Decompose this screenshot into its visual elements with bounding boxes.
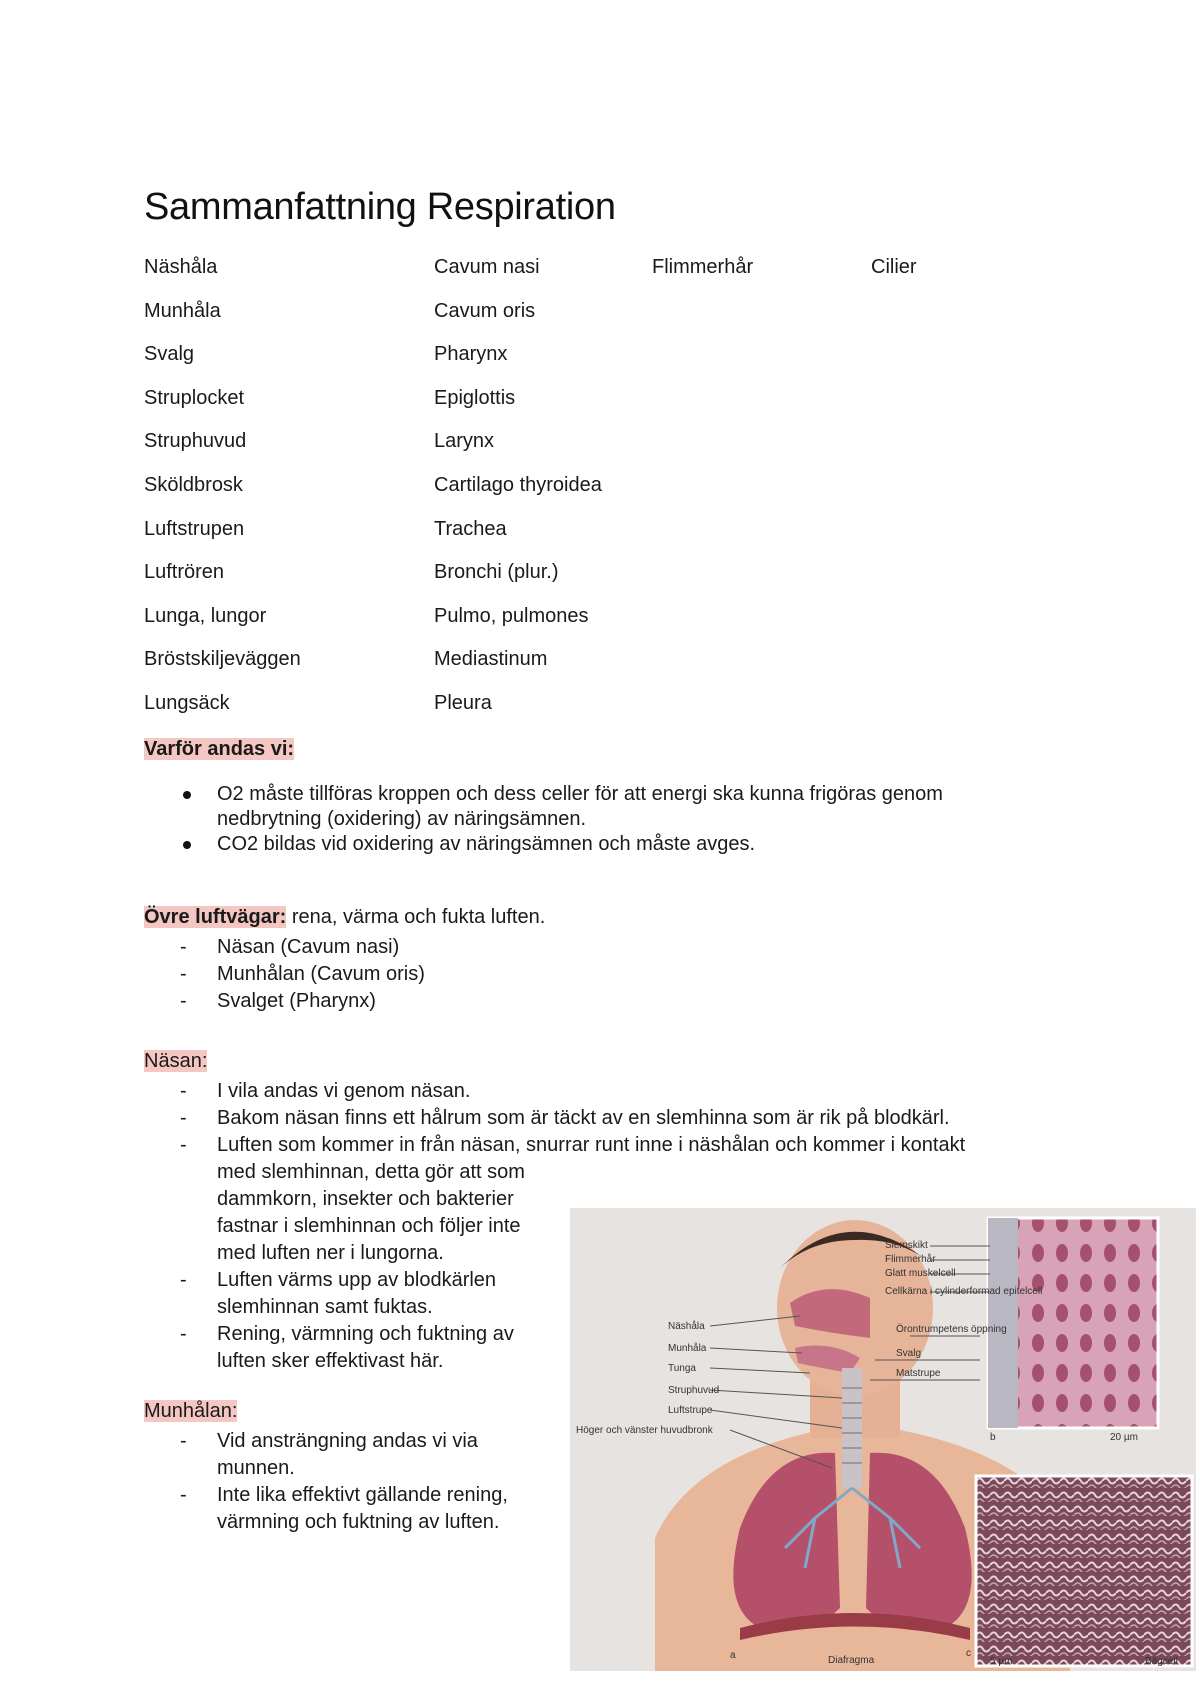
- dash-icon: -: [180, 1134, 187, 1156]
- bullet-icon: [183, 841, 191, 849]
- why-list: [144, 782, 1044, 857]
- glossary-swedish: Struplocket: [144, 386, 245, 409]
- glossary-swedish: Munhåla: [144, 299, 221, 322]
- glossary-swedish: Bröstskiljeväggen: [144, 648, 301, 671]
- label-tunga: Tunga: [668, 1363, 696, 1374]
- nose-heading: Näsan:: [144, 1050, 208, 1072]
- dash-icon: -: [180, 1107, 187, 1129]
- label-orontrumpet: Örontrumpetens öppning: [896, 1324, 1007, 1335]
- label-munhala: Munhåla: [668, 1343, 707, 1354]
- list-item-text: I vila andas vi genom näsan.: [217, 1080, 471, 1102]
- list-item-text: Rening, värmning och fuktning av luften sker effektivast här.: [217, 1323, 514, 1372]
- list-item: [144, 1428, 517, 1482]
- glossary-swedish: Luftrören: [144, 561, 225, 584]
- list-item-continuation: [144, 1159, 527, 1267]
- list-item: [144, 1321, 537, 1375]
- anatomy-illustration: [570, 1208, 1196, 1671]
- list-item: [144, 1482, 537, 1536]
- micrograph-cilia: [976, 1476, 1192, 1666]
- list-item-text: Bakom näsan finns ett hålrum som är täckt av en slemhinna som är rik på blodkärl.: [217, 1107, 950, 1129]
- dash-icon: -: [180, 1080, 187, 1102]
- glossary-row: [144, 300, 1044, 344]
- dash-icon: -: [180, 1484, 187, 1506]
- upper-heading-line: [144, 906, 545, 929]
- label-slemskikt: Slemskikt: [885, 1240, 928, 1251]
- dash-icon: -: [180, 1269, 187, 1291]
- list-item: [144, 961, 1044, 988]
- glossary-latin: Trachea: [434, 517, 507, 540]
- list-item: [144, 1105, 1064, 1132]
- label-20um: 20 µm: [1110, 1432, 1138, 1443]
- list-item: [144, 782, 1044, 832]
- glossary-latin: Cavum nasi: [434, 256, 540, 278]
- dash-icon: -: [180, 1430, 187, 1452]
- mouth-heading-line: [144, 1400, 237, 1423]
- label-diafragma: Diafragma: [828, 1655, 875, 1666]
- list-item-text: Näsan (Cavum nasi): [217, 936, 400, 958]
- page-title: Sammanfattning Respiration: [144, 186, 616, 228]
- glossary-latin: Pulmo, pulmones: [434, 604, 589, 627]
- list-item-text: Munhålan (Cavum oris): [217, 963, 425, 985]
- glossary-latin: Pharynx: [434, 343, 508, 366]
- label-cellkarna: Cellkärna i cylinderformad epitelcell: [885, 1286, 1043, 1297]
- glossary-latin: Epiglottis: [434, 386, 516, 409]
- glossary-row: [144, 430, 1044, 474]
- dash-icon: -: [180, 990, 187, 1012]
- mouth-list: [144, 1428, 604, 1536]
- glossary-row: [144, 561, 1044, 605]
- list-item-text: Luften värms upp av blodkärlen slemhinnan samt fuktas.: [217, 1269, 497, 1318]
- label-svalg: Svalg: [896, 1348, 922, 1359]
- glossary-swedish: Sköldbrosk: [144, 473, 243, 496]
- upper-text: rena, värma och fukta luften.: [286, 906, 546, 928]
- label-bagcell: Bägcell: [1145, 1656, 1178, 1667]
- nose-heading-line: [144, 1050, 207, 1073]
- glossary-swedish: Svalg: [144, 343, 195, 366]
- list-item: [144, 1078, 1064, 1105]
- glossary-latin: Mediastinum: [434, 648, 548, 671]
- label-glatt-muskelcell: Glatt muskelcell: [885, 1268, 956, 1279]
- glossary-row: [144, 648, 1044, 692]
- list-item-text: Inte lika effektivt gällande rening, värmning och fuktning av luften.: [217, 1484, 508, 1533]
- glossary-swedish: Luftstrupen: [144, 517, 245, 540]
- glossary-row: [144, 518, 1044, 562]
- glossary-latin-2: Cilier: [871, 256, 917, 278]
- dash-icon: -: [180, 936, 187, 958]
- label-5um: 5 µm: [990, 1656, 1013, 1667]
- glossary-latin: Cartilago thyroidea: [434, 473, 602, 496]
- glossary-row: [144, 256, 1044, 300]
- upper-heading: Övre luftvägar:: [144, 906, 287, 928]
- glossary-row: [144, 387, 1044, 431]
- dash-icon: -: [180, 963, 187, 985]
- mouth-heading: Munhålan:: [144, 1400, 238, 1422]
- glossary-latin: Bronchi (plur.): [434, 561, 559, 584]
- list-item-text: Svalget (Pharynx): [217, 990, 376, 1012]
- list-item-text: O2 måste tillföras kroppen och dess celler för att energi ska kunna frigöras genom nedbrytning (oxidering) av näringsämnen.: [217, 783, 943, 830]
- bullet-icon: [183, 791, 191, 799]
- label-huvudbronk: Höger och vänster huvudbronk: [576, 1425, 713, 1436]
- list-item: [144, 832, 1044, 857]
- trachea-shape: [842, 1368, 862, 1488]
- label-b: b: [990, 1432, 996, 1443]
- list-item-text: Vid ansträngning andas vi via munnen.: [217, 1430, 478, 1479]
- glossary-swedish: Lungsäck: [144, 691, 230, 714]
- label-struphuvud: Struphuvud: [668, 1385, 720, 1396]
- glossary-row: [144, 692, 1044, 736]
- glossary-swedish: Lunga, lungor: [144, 604, 267, 627]
- list-item: [144, 988, 1044, 1015]
- glossary-row: [144, 474, 1044, 518]
- glossary-latin: Larynx: [434, 430, 495, 453]
- label-flimmerhar: Flimmerhår: [885, 1254, 936, 1265]
- label-matstrupe: Matstrupe: [896, 1368, 941, 1379]
- glossary-table: [144, 256, 1044, 736]
- glossary-swedish-2: Flimmerhår: [652, 256, 754, 278]
- list-item-text: CO2 bildas vid oxidering av näringsämnen och måste avges.: [217, 833, 756, 855]
- list-item-text: Luften som kommer in från näsan, snurrar runt inne i näshålan och kommer i kontakt: [217, 1134, 966, 1156]
- list-item: [144, 934, 1044, 961]
- glossary-swedish: Näshåla: [144, 256, 218, 278]
- glossary-latin: Cavum oris: [434, 299, 536, 322]
- respiratory-anatomy-figure: [570, 1208, 1196, 1671]
- glossary-row: [144, 605, 1044, 649]
- label-c: c: [966, 1648, 971, 1659]
- list-item: [144, 1267, 517, 1321]
- upper-list: [144, 934, 1044, 1015]
- list-item-text: med slemhinnan, detta gör att som dammkorn, insekter och bakterier fastnar i slemhinnan och följer inte med luften ner i lungorna.: [217, 1161, 525, 1264]
- label-nashala: Näshåla: [668, 1321, 705, 1332]
- label-a: a: [730, 1650, 736, 1661]
- label-luftstrupe: Luftstrupe: [668, 1405, 713, 1416]
- dash-icon: -: [180, 1323, 187, 1345]
- glossary-latin: Pleura: [434, 691, 492, 714]
- glossary-swedish: Struphuvud: [144, 430, 247, 453]
- why-heading: Varför andas vi:: [144, 738, 295, 760]
- list-item: [144, 1132, 1064, 1159]
- why-heading-line: [144, 738, 294, 761]
- glossary-row: [144, 343, 1044, 387]
